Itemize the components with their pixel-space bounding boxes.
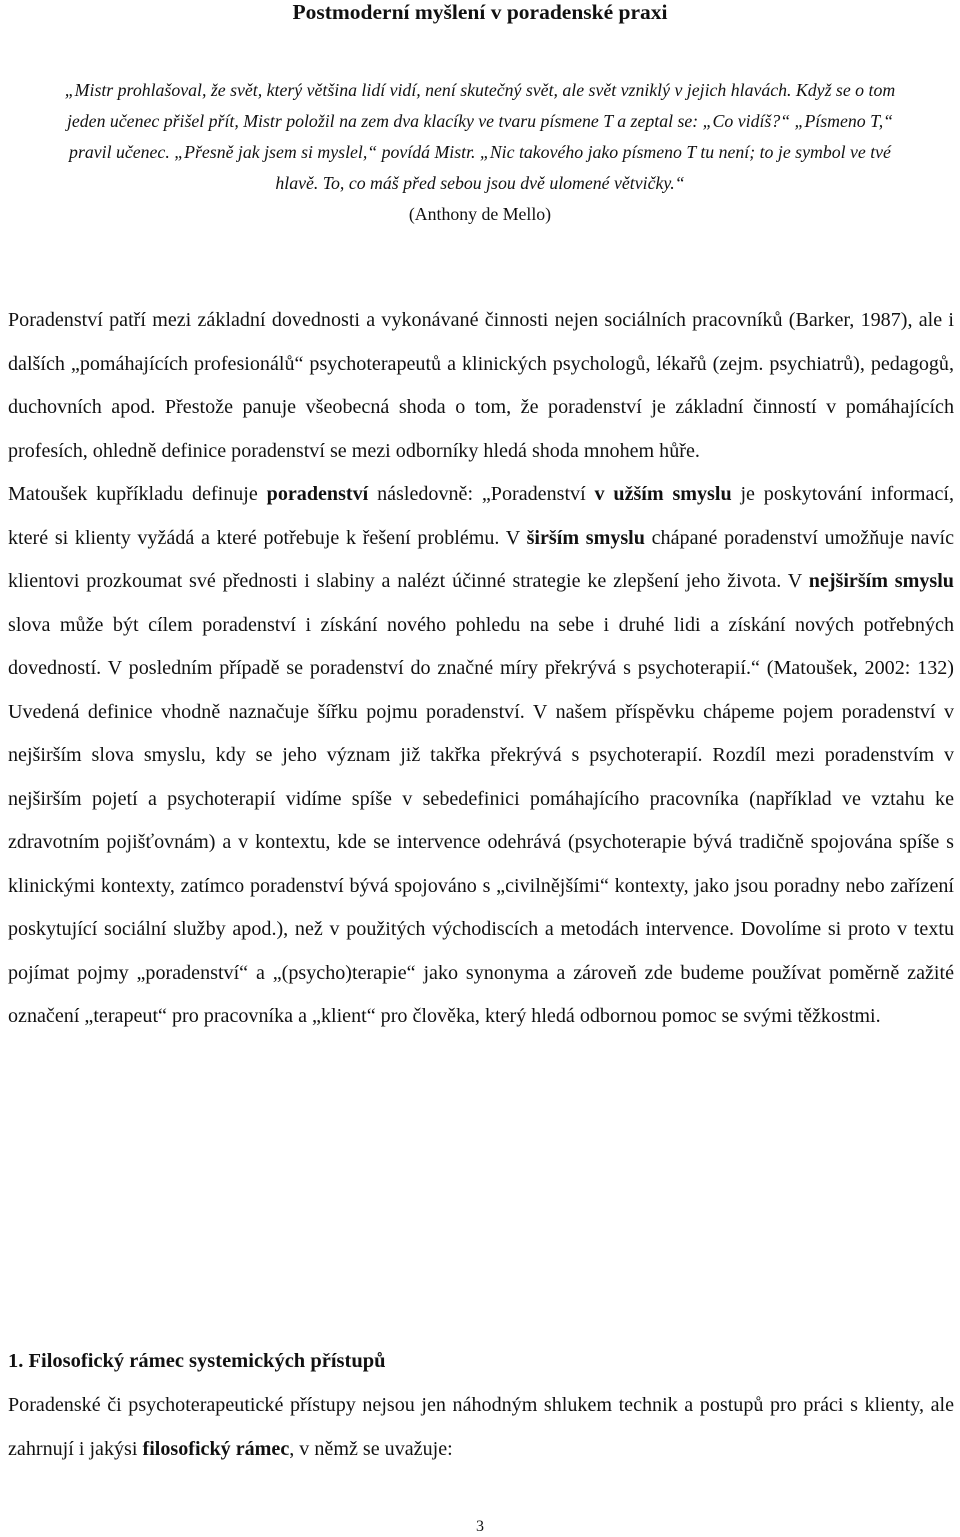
bold-term: širším smyslu — [526, 526, 645, 549]
text-run: je poskytování informací, které si klienty vyžádá a které potřebuje k řešení problému. V — [8, 483, 954, 549]
section-paragraph — [8, 1384, 954, 1471]
text-run: Poradenské či psychoterapeutické přístupy nejsou jen náhodným shlukem technik a postupů pro práci s klienty, ale zahrnují i jakýsi — [8, 1394, 954, 1460]
text-run: , v němž se uvažuje: — [289, 1437, 453, 1460]
paragraph-part1: Poradenství patří mezi základní dovednosti a vykonávané činnosti nejen sociálních pracovníků (Barker, 1987), ale i dalších „pomáhajících profesionálů“ psychoterapeutů a klinických psychologů, lékařů (zejm. psychiatrů), pedagogů, duchovních apod. Přestože panuje všeobecná shoda o tom, že poradenství je základní činností v pomáhajících profesích, ohledně definice poradenství se mezi odborníky hledá shoda mnohem hůře. — [8, 309, 954, 462]
text-run: chápané poradenství umožňuje navíc klientovi prozkoumat své přednosti i slabiny a nalézt účinné strategie ke zlepšení jeho života. V — [8, 526, 955, 592]
text-run: Matoušek kupříkladu definuje — [8, 483, 267, 505]
text-run: následovně: „Poradenství — [368, 483, 595, 505]
bold-term: poradenství — [266, 483, 369, 505]
paragraph-part2 — [8, 473, 954, 1039]
motto-citation: (Anthony de Mello) — [408, 204, 552, 224]
motto-text: „Mistr prohlašoval, že svět, který většina lidí vidí, není skutečný svět, ale svět vzniklý v jejich hlavách. Když se o tom jeden učenec přišel přít, Mistr položil na zem dva klacíky ve tvaru písmene T a zeptal se: „Co vidíš?“ „Písmeno T,“ pravil učenec. „Přesně jak jsem si myslel,“ povídá Mistr. „Nic takového jako písmeno T tu není; to je symbol ve tvé hlavě. To, co máš před sebou jsou dvě ulomené větvičky.“ — [64, 80, 896, 193]
page-title: Postmoderní myšlení v poradenské praxi — [292, 0, 668, 24]
bold-term: nejširším smyslu — [808, 570, 954, 592]
motto-quote — [50, 75, 910, 230]
bold-term: v užším smyslu — [594, 483, 732, 505]
page-number: 3 — [476, 1518, 484, 1535]
text-run: slova může být cílem poradenství i získání nového pohledu na sebe i druhé lidi a získání nových potřebných dovedností. V posledním případě se poradenství do značné míry překrývá s psychoterapií.“ (Matoušek, 2002: 132) Uvedená definice vhodně naznačuje šířku pojmu poradenství. V našem příspěvku chápeme pojem poradenství v nejširším slova smyslu, kdy se jeho význam již takřka překrývá s psychoterapií. Rozdíl mezi poradenstvím v nejširším pojetí a psychoterapií vidíme spíše v sebedefinici pomáhajícího pracovníka (například ve vztahu ke zdravotním pojišťovnám) a v kontextu, kde se intervence odehrává (psychoterapie bývá tradičně spojována spíše s klinickými kontexty, zatímco poradenství bývá spojováno s „civilnějšími“ kontexty, jako jsou poradny nebo zařízení poskytující sociální služby apod.), než v použitých východiscích a metodách intervence. Dovolíme si proto v textu pojímat pojmy „poradenství“ a „(psycho)terapie“ jako synonyma a zároveň zde budeme používat poměrně zažité označení „terapeut“ pro pracovníka a „klient“ pro člověka, který hledá odbornou pomoc se svými těžkostmi. — [8, 613, 954, 1027]
intro-paragraph — [8, 299, 954, 1039]
section-heading: 1. Filosofický rámec systemických přístupů — [8, 1350, 386, 1372]
bold-term: filosofický rámec — [142, 1437, 290, 1460]
